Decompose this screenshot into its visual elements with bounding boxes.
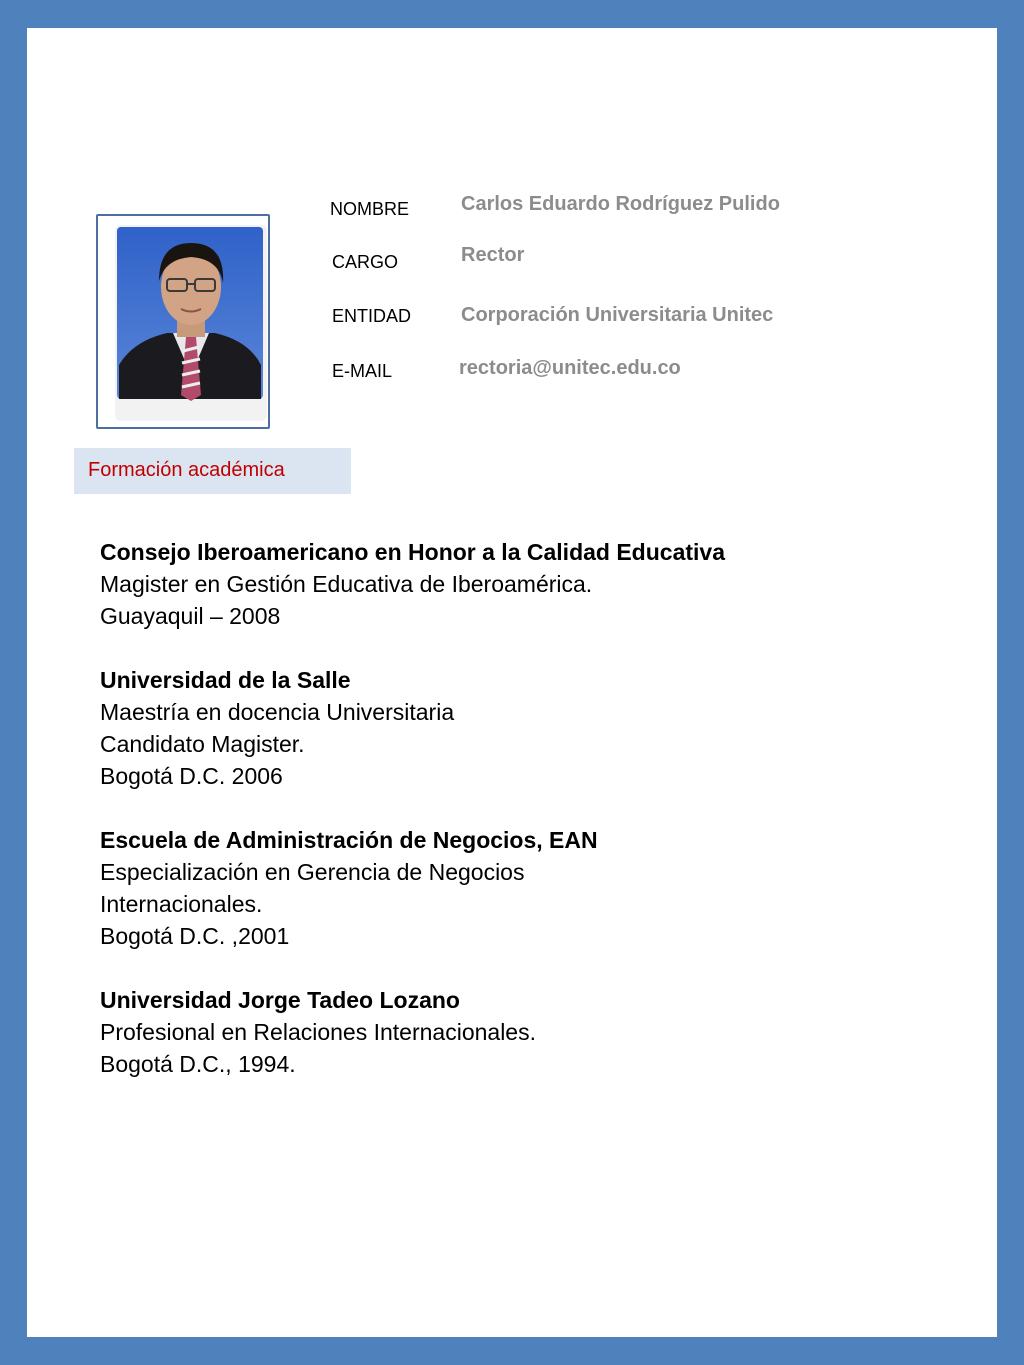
institution-name: Consejo Iberoamericano en Honor a la Calidad Educativa [100, 539, 725, 565]
cargo-label: CARGO [332, 252, 399, 272]
location-year: Guayaquil – 2008 [100, 603, 281, 629]
education-entry [100, 536, 920, 632]
cargo-value: Rector [461, 244, 525, 266]
institution-name: Universidad Jorge Tadeo Lozano [100, 987, 460, 1013]
email-value: rectoria@unitec.edu.co [459, 357, 681, 379]
education-list [100, 536, 920, 1112]
degree-line-cont: Internacionales. [100, 891, 263, 917]
location-year: Bogotá D.C., 1994. [100, 1051, 296, 1077]
nombre-value: Carlos Eduardo Rodríguez Pulido [461, 193, 780, 215]
degree-line: Magister en Gestión Educativa de Iberoamérica. [100, 571, 593, 597]
degree-line: Profesional en Relaciones Internacionales. [100, 1019, 536, 1045]
entidad-value: Corporación Universitaria Unitec [461, 304, 774, 326]
location-year: Bogotá D.C. ,2001 [100, 923, 290, 949]
cv-page [27, 28, 997, 1337]
email-label: E-MAIL [332, 361, 393, 381]
section-header [74, 448, 351, 494]
education-entry [100, 824, 920, 952]
location-year: Bogotá D.C. 2006 [100, 763, 283, 789]
education-entry [100, 984, 920, 1080]
degree-line: Maestría en docencia Universitaria [100, 699, 455, 725]
section-title: Formación académica [88, 459, 285, 481]
institution-name: Universidad de la Salle [100, 667, 351, 693]
entidad-label: ENTIDAD [332, 306, 412, 326]
photo-frame [96, 214, 270, 429]
nombre-label: NOMBRE [330, 199, 410, 219]
degree-status: Candidato Magister. [100, 731, 305, 757]
education-entry [100, 664, 920, 792]
degree-line: Especialización en Gerencia de Negocios [100, 859, 525, 885]
profile-photo [115, 225, 267, 421]
institution-name: Escuela de Administración de Negocios, EAN [100, 827, 598, 853]
